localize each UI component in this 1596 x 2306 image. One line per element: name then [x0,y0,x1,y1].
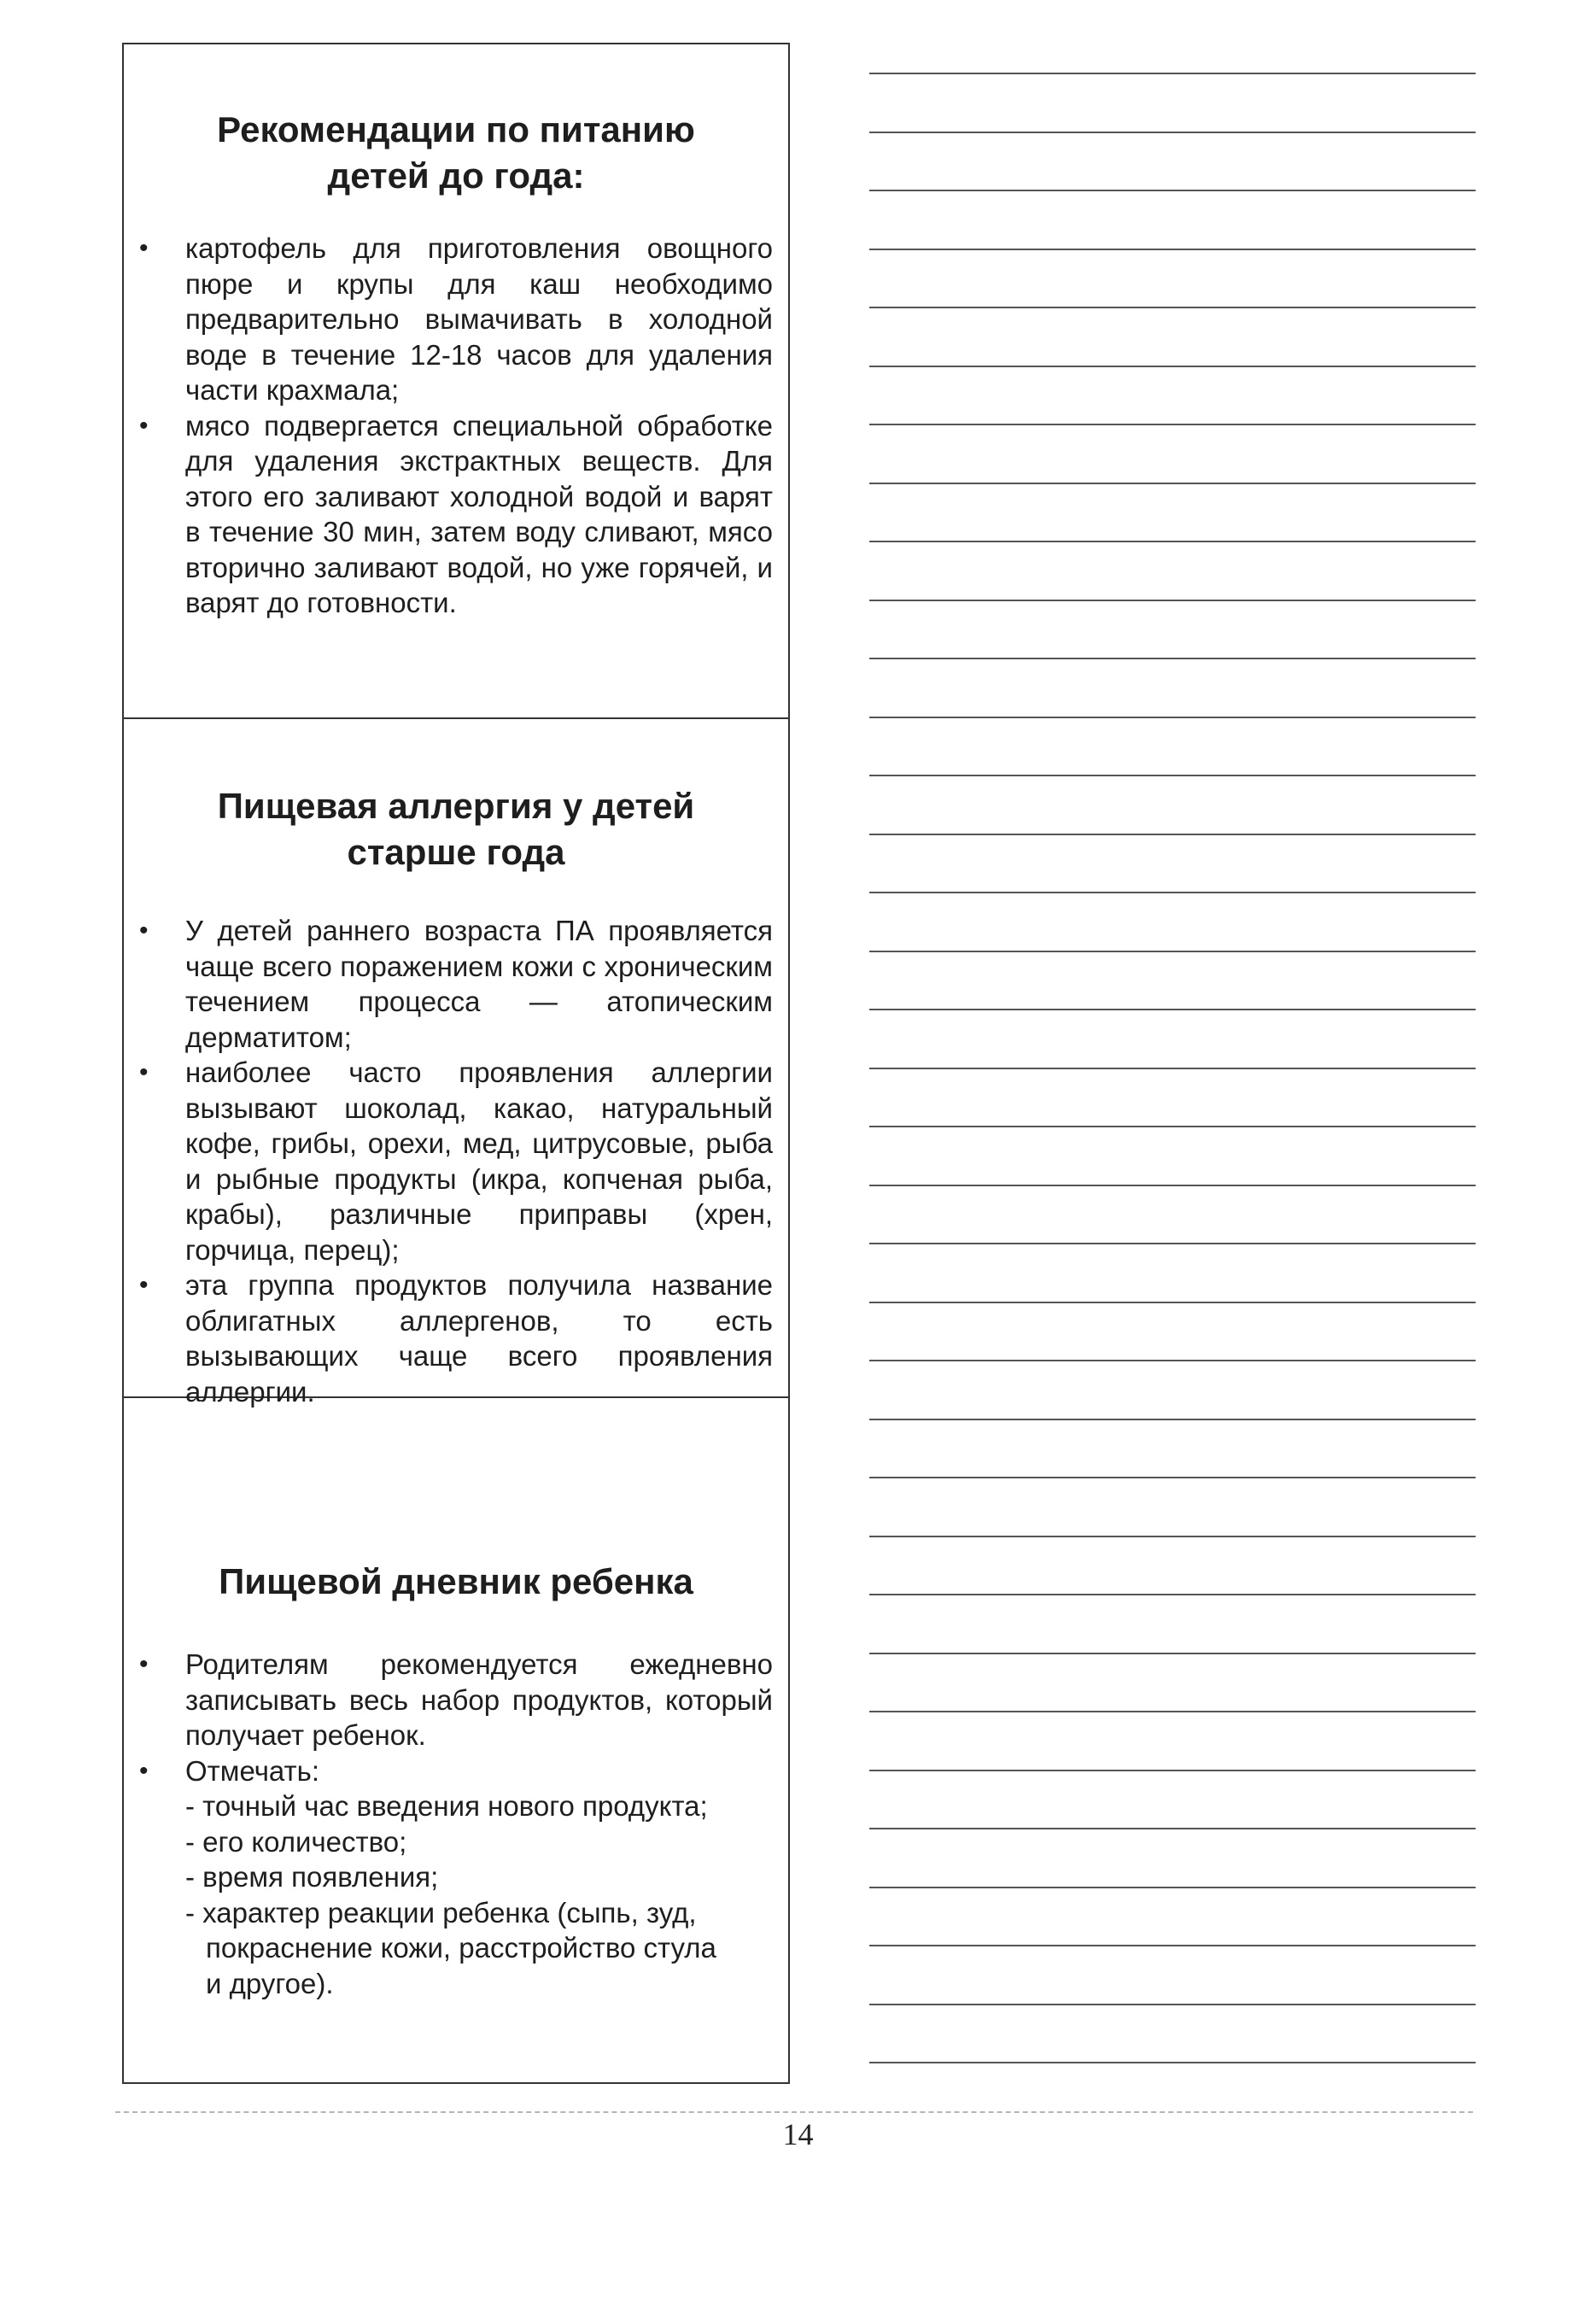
writing-line [869,1653,1476,1654]
writing-line [869,249,1476,250]
writing-line [869,658,1476,659]
page-number: 14 [782,2117,814,2151]
writing-line [869,424,1476,425]
bullet-list [134,913,773,1409]
writing-line [869,892,1476,893]
writing-line [869,541,1476,542]
list-item-text: Отмечать: [185,1754,320,1787]
list-item-text: Родителям рекомендуется ежедневно записывать весь набор продуктов, который получает ребенок. [185,1648,773,1751]
section-title [141,107,771,199]
writing-line [869,1945,1476,1946]
writing-line [869,1185,1476,1186]
section-title-line2: детей до года: [327,155,585,196]
writing-line [869,366,1476,367]
writing-line [869,1711,1476,1712]
writing-line [869,951,1476,952]
bullet-icon: • [139,234,149,262]
list-item-text: эта группа продуктов получила название облигатных аллергенов, то есть вызывающих чаще всего проявления аллергии. [185,1269,773,1408]
list-item [134,1055,773,1267]
writing-line [869,1419,1476,1420]
writing-line [869,1594,1476,1595]
writing-line [869,1887,1476,1888]
list-item-text: мясо подвергается специальной обработке для удаления экстрактных веществ. Для этого его заливают холодной водой и варят в течение 30 мин, затем воду сливают, мясо вторично заливают водой, но уже горячей, и варят до готовности. [185,409,773,618]
sub-item: - время появления; [185,1861,439,1893]
section-food-diary [124,1398,788,2082]
bullet-icon: • [139,916,149,945]
writing-line [869,600,1476,601]
writing-line [869,73,1476,74]
section-title-line1: Пищевая аллергия у детей [217,786,695,826]
writing-line [869,1009,1476,1010]
list-item [134,913,773,1055]
writing-line [869,1360,1476,1361]
bullet-icon: • [139,411,149,440]
list-item [134,1753,773,2002]
writing-line [869,2062,1476,2063]
bullet-icon: • [139,1650,149,1678]
writing-line [869,1243,1476,1244]
writing-line [869,1770,1476,1771]
bullet-list [134,231,773,621]
bottom-divider [115,2111,1473,2113]
list-item-text: картофель для приготовления овощного пюре и крупы для каш необходимо предварительно вымачивать в холодной воде в течение 12-18 часов для удаления части крахмала; [185,232,773,406]
sub-item: - характер реакции ребенка (сыпь, зуд, [185,1896,697,1928]
writing-line [869,1126,1476,1127]
writing-line [869,717,1476,718]
sub-item: - его количество; [185,1825,407,1858]
list-item [134,1647,773,1753]
writing-line [869,1477,1476,1478]
writing-line [869,834,1476,835]
writing-line [869,775,1476,776]
writing-line [869,190,1476,191]
section-nutrition-under-one [124,44,788,719]
section-title-line1: Рекомендации по питанию [217,109,695,149]
bullet-icon: • [139,1058,149,1086]
section-title [141,1559,771,1605]
sub-item-continuation: покраснение кожи, расстройство стула [206,1932,716,1964]
section-food-allergy [124,719,788,1408]
sub-item: - точный час введения нового продукта; [185,1790,708,1822]
bullet-list [134,1647,773,2001]
writing-line [869,1536,1476,1537]
list-item [134,408,773,621]
section-title-line2: старше года [347,832,565,872]
list-item-text: У детей раннего возраста ПА проявляется чаще всего поражением кожи с хроническим течением процесса — атопическим дерматитом; [185,915,773,1053]
bullet-icon: • [139,1271,149,1299]
list-item [134,1267,773,1409]
section-title-line1: Пищевой дневник ребенка [219,1561,693,1601]
list-item-text: наиболее часто проявления аллергии вызывают шоколад, какао, натуральный кофе, грибы, орехи, мед, цитрусовые, рыба и рыбные продукты (икра, копченая рыба, крабы), различные приправы (хрен, горчица, перец); [185,1056,773,1266]
list-item [134,231,773,408]
sub-item-continuation: и другое). [206,1967,334,1999]
writing-line [869,1302,1476,1303]
writing-line [869,2004,1476,2005]
writing-line [869,1828,1476,1829]
content-frame [122,43,790,2084]
writing-line [869,483,1476,484]
writing-line [869,1068,1476,1069]
bullet-icon: • [139,1756,149,1785]
writing-line [869,307,1476,308]
writing-line [869,132,1476,133]
section-title [141,783,771,875]
